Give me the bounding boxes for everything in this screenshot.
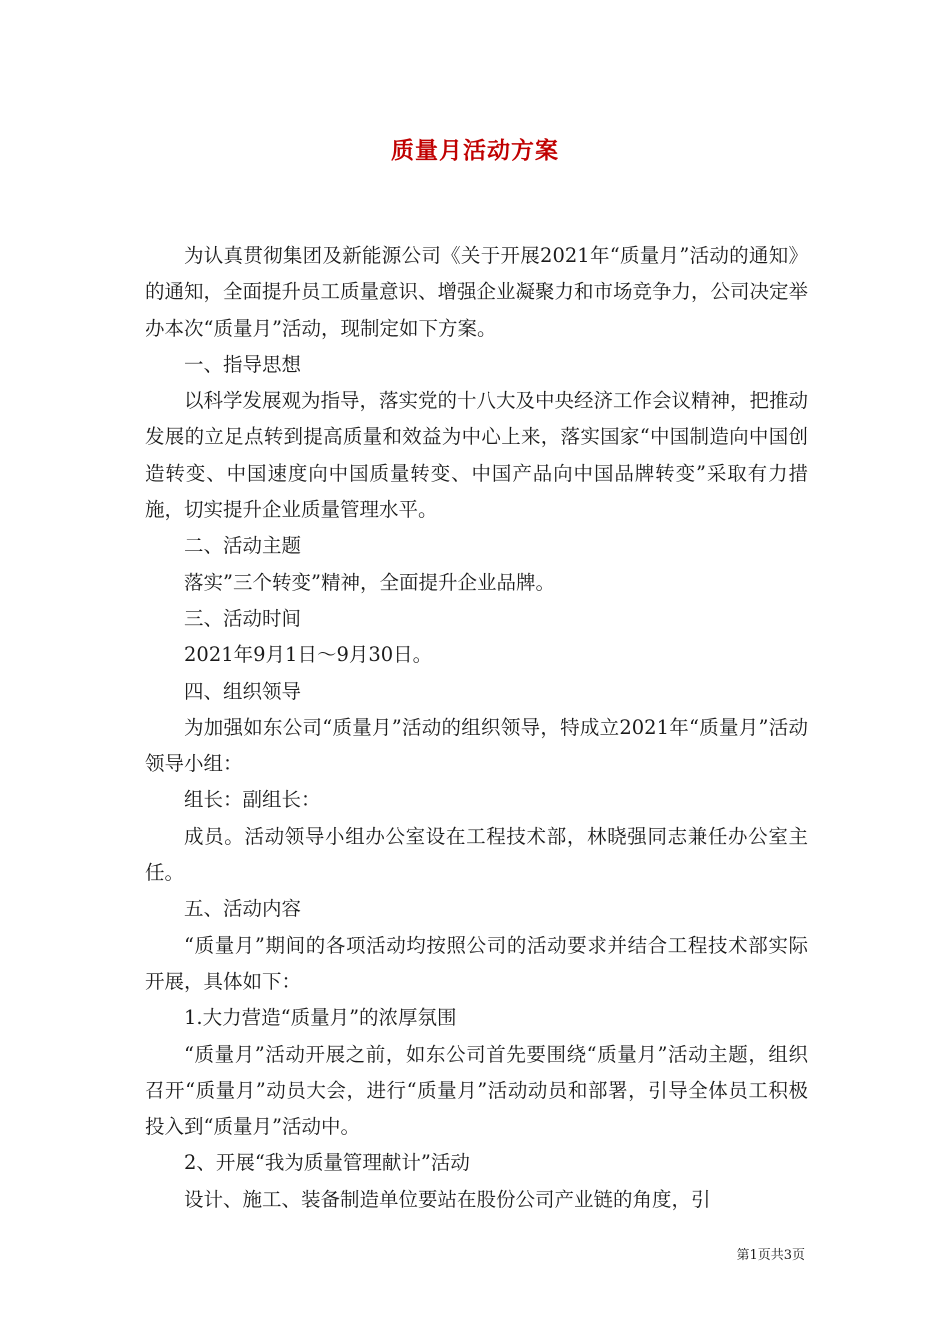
paragraph: 成员。活动领导小组办公室设在工程技术部，林晓强同志兼任办公室主任。 [145, 824, 808, 885]
document-title: 质量月活动方案 [391, 137, 559, 164]
subsection-heading: 1.大力营造“质量月”的浓厚氛围 [184, 1006, 457, 1030]
subsection-heading: 2、开展“我为质量管理献计”活动 [184, 1151, 470, 1175]
paragraph: 设计、施工、装备制造单位要站在股份公司产业链的角度，引 [184, 1187, 711, 1211]
section-heading: 一、指导思想 [184, 352, 302, 376]
section-heading: 三、活动时间 [184, 606, 302, 630]
paragraph: 2021年9月1日～9月30日。 [184, 643, 433, 667]
page-number-footer: 第1页共3页 [736, 1248, 805, 1263]
section-heading: 二、活动主题 [184, 534, 302, 558]
paragraph: 落实”三个转变”精神，全面提升企业品牌。 [184, 570, 555, 594]
paragraph: “质量月”活动开展之前，如东公司首先要围绕“质量月”活动主题，组织召开“质量月”动员大会，进行“质量月”活动动员和部署，引导全体员工积极投入到“质量月”活动中。 [145, 1042, 808, 1139]
paragraph: “质量月”期间的各项活动均按照公司的活动要求并结合工程技术部实际开展，具体如下： [145, 933, 808, 993]
document-body [145, 238, 808, 1218]
paragraph: 以科学发展观为指导，落实党的十八大及中央经济工作会议精神，把推动发展的立足点转到提高质量和效益为中心上来，落实国家“中国制造向中国创造转变、中国速度向中国质量转变、中国产品向中国品牌转变”采取有力措施，切实提升企业质量管理水平。 [145, 389, 809, 522]
intro-paragraph: 为认真贯彻集团及新能源公司《关于开展2021年“质量月”活动的通知》的通知，全面提升员工质量意识、增强企业凝聚力和市场竞争力，公司决定举办本次“质量月”活动，现制定如下方案。 [145, 244, 809, 340]
section-heading: 五、活动内容 [184, 897, 302, 921]
paragraph: 组长：副组长： [184, 788, 321, 812]
section-heading: 四、组织领导 [184, 679, 302, 703]
paragraph: 为加强如东公司“质量月”活动的组织领导，特成立2021年“质量月”活动领导小组： [145, 715, 808, 776]
